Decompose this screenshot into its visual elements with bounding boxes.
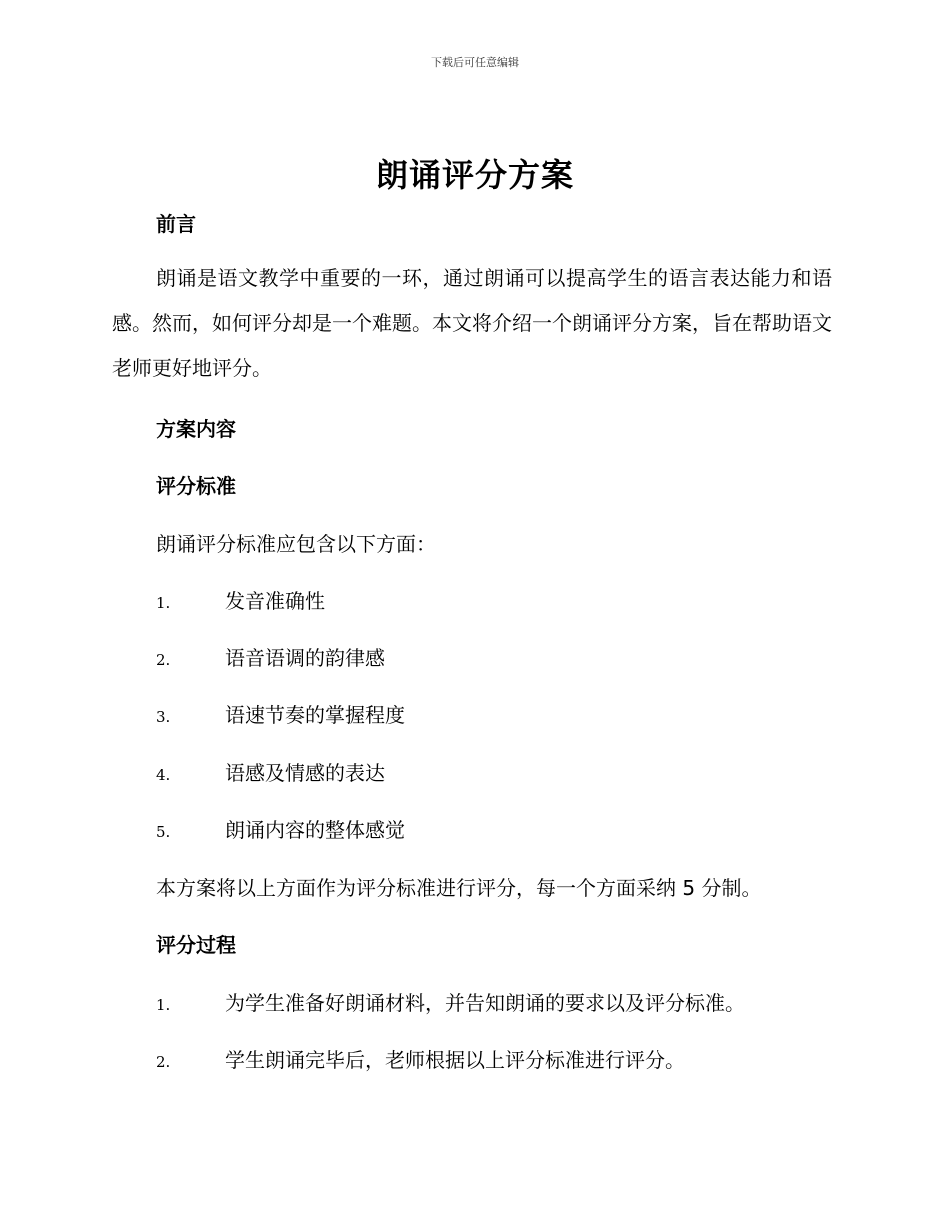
criteria-heading: 评分标准 [156, 474, 236, 498]
list-item [156, 814, 405, 843]
list-item [156, 585, 325, 614]
list-item [156, 1044, 685, 1073]
list-item [156, 987, 745, 1016]
list-text: 语音语调的韵律感 [225, 646, 385, 670]
content-heading: 方案内容 [156, 417, 236, 441]
list-number: 3. [156, 708, 171, 726]
list-text: 朗诵内容的整体感觉 [225, 818, 405, 842]
list-text: 发音准确性 [225, 589, 325, 613]
document-title: 朗诵评分方案 [375, 156, 574, 194]
list-number: 1. [156, 594, 171, 612]
list-number: 2. [156, 1053, 171, 1071]
preface-paragraph: 朗诵是语文教学中重要的一环，通过朗诵可以提高学生的语言表达能力和语感。然而，如何评分却是一个难题。本文将介绍一个朗诵评分方案，旨在帮助语文老师更好地评分。 [112, 266, 832, 380]
list-item [156, 642, 385, 671]
list-text: 为学生准备好朗诵材料，并告知朗诵的要求以及评分标准。 [225, 991, 745, 1015]
list-number: 1. [156, 996, 171, 1014]
list-item [156, 757, 385, 786]
list-text: 语速节奏的掌握程度 [225, 703, 405, 727]
header-note: 下载后可任意编辑 [431, 56, 519, 69]
process-heading: 评分过程 [156, 933, 236, 957]
list-text: 语感及情感的表达 [225, 761, 385, 785]
list-number: 2. [156, 651, 171, 669]
list-number: 5. [156, 823, 171, 841]
list-text: 学生朗诵完毕后，老师根据以上评分标准进行评分。 [225, 1048, 685, 1072]
list-item [156, 699, 405, 728]
list-number: 4. [156, 766, 171, 784]
criteria-summary: 本方案将以上方面作为评分标准进行评分，每一个方面采纳 5 分制。 [156, 876, 762, 900]
preface-heading: 前言 [156, 212, 196, 236]
criteria-intro: 朗诵评分标准应包含以下方面： [156, 532, 436, 556]
